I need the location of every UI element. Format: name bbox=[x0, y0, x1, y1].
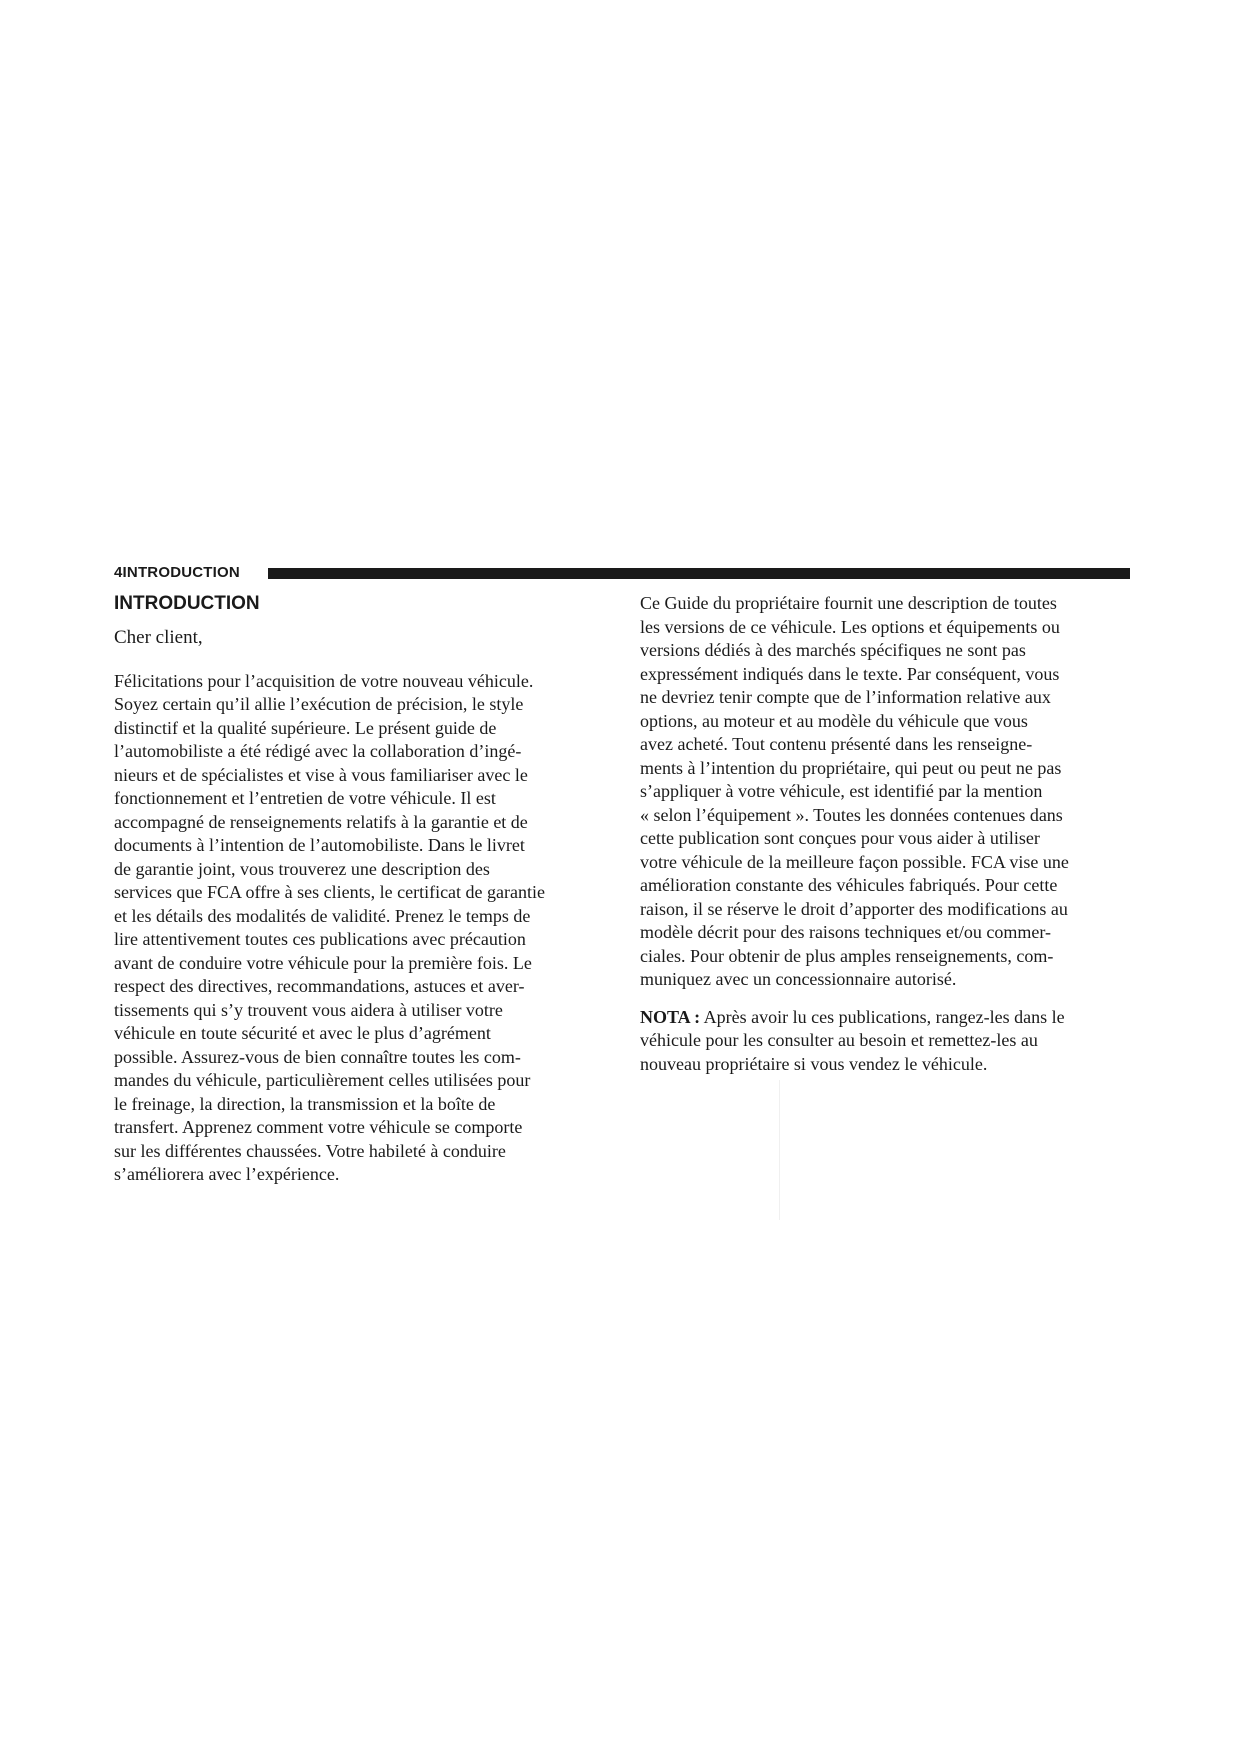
text-line: raison, il se réserve le droit d’apporter des modifications au bbox=[640, 898, 1068, 919]
text-line bbox=[640, 1006, 1136, 1030]
text-line: s’appliquer à votre véhicule, est identifié par la mention bbox=[640, 781, 1043, 801]
text-line: options, au moteur et au modèle du véhicule que vous bbox=[640, 710, 1028, 731]
text-line: nouveau propriétaire si vous vendez le véhicule. bbox=[640, 1053, 988, 1074]
text-line: Félicitations pour l’acquisition de votre nouveau véhicule. bbox=[114, 670, 534, 691]
text-line: nieurs et de spécialistes et vise à vous familiariser avec le bbox=[114, 764, 528, 785]
text-line: Ce Guide du propriétaire fournit une description de toutes bbox=[640, 593, 1057, 613]
text-line: s’améliorera avec l’expérience. bbox=[114, 1164, 340, 1184]
text-line: ments à l’intention du propriétaire, qui peut ou peut ne pas bbox=[640, 757, 1062, 778]
text-line: distinctif et la qualité supérieure. Le présent guide de bbox=[114, 717, 497, 738]
text-line: de garantie joint, vous trouverez une description des bbox=[114, 858, 490, 879]
text-line: le freinage, la direction, la transmission et la boîte de bbox=[114, 1093, 496, 1114]
text-line: services que FCA offre à ses clients, le certificat de garantie bbox=[114, 882, 545, 902]
text-line: possible. Assurez-vous de bien connaître toutes les com- bbox=[114, 1046, 521, 1067]
page-fold-line bbox=[779, 1080, 780, 1220]
text-line: modèle décrit pour des raisons techniques et/ou commer- bbox=[640, 922, 1052, 942]
text-line: ne devriez tenir compte que de l’information relative aux bbox=[640, 687, 1051, 707]
page-header-label: 4INTRODUCTION bbox=[114, 564, 240, 581]
header-rule bbox=[268, 568, 1130, 579]
text-line: tissements qui s’y trouvent vous aidera à utiliser votre bbox=[114, 999, 503, 1020]
left-column bbox=[114, 592, 602, 1201]
text-line: sur les différentes chaussées. Votre habileté à conduire bbox=[114, 1140, 506, 1161]
note-text: Après avoir lu ces publications, rangez-les dans le bbox=[700, 1006, 1065, 1027]
section-title: INTRODUCTION bbox=[114, 593, 260, 614]
text-line: transfert. Apprenez comment votre véhicule se comporte bbox=[114, 1117, 523, 1137]
intro-paragraph bbox=[114, 670, 602, 1187]
text-line: amélioration constante des véhicules fabriqués. Pour cette bbox=[640, 875, 1058, 895]
text-line: ciales. Pour obtenir de plus amples renseignements, com- bbox=[640, 945, 1054, 966]
text-line: mandes du véhicule, particulièrement celles utilisées pour bbox=[114, 1070, 531, 1090]
note-label: NOTA : bbox=[640, 1006, 701, 1027]
text-line: avant de conduire votre véhicule pour la première fois. Le bbox=[114, 952, 532, 973]
note-paragraph bbox=[640, 1006, 1136, 1077]
text-line: véhicule pour les consulter au besoin et remettez-les au bbox=[640, 1030, 1038, 1050]
text-line: fonctionnement et l’entretien de votre véhicule. Il est bbox=[114, 788, 496, 808]
text-line: avez acheté. Tout contenu présenté dans les renseigne- bbox=[640, 734, 1033, 754]
text-line: les versions de ce véhicule. Les options et équipements ou bbox=[640, 616, 1060, 637]
text-line: Soyez certain qu’il allie l’exécution de précision, le style bbox=[114, 694, 524, 714]
text-line: votre véhicule de la meilleure façon possible. FCA vise une bbox=[640, 851, 1069, 872]
text-line: respect des directives, recommandations, astuces et aver- bbox=[114, 976, 525, 996]
text-line: véhicule en toute sécurité et avec le plus d’agrément bbox=[114, 1023, 491, 1043]
text-line: et les détails des modalités de validité. Prenez le temps de bbox=[114, 905, 531, 926]
text-line: lire attentivement toutes ces publications avec précaution bbox=[114, 929, 526, 949]
greeting: Cher client, bbox=[114, 627, 203, 648]
text-line: l’automobiliste a été rédigé avec la collaboration d’ingé- bbox=[114, 741, 522, 761]
text-line: muniquez avec un concessionnaire autorisé. bbox=[640, 969, 957, 989]
text-line: documents à l’intention de l’automobiliste. Dans le livret bbox=[114, 835, 525, 855]
guide-paragraph bbox=[640, 592, 1136, 992]
text-line: accompagné de renseignements relatifs à la garantie et de bbox=[114, 811, 528, 832]
right-column bbox=[640, 592, 1136, 1090]
text-line: versions dédiés à des marchés spécifiques ne sont pas bbox=[640, 640, 1026, 660]
text-line: cette publication sont conçues pour vous aider à utiliser bbox=[640, 828, 1040, 848]
text-line: expressément indiqués dans le texte. Par conséquent, vous bbox=[640, 663, 1060, 684]
page-header bbox=[114, 564, 1130, 582]
text-line: « selon l’équipement ». Toutes les données contenues dans bbox=[640, 804, 1063, 825]
